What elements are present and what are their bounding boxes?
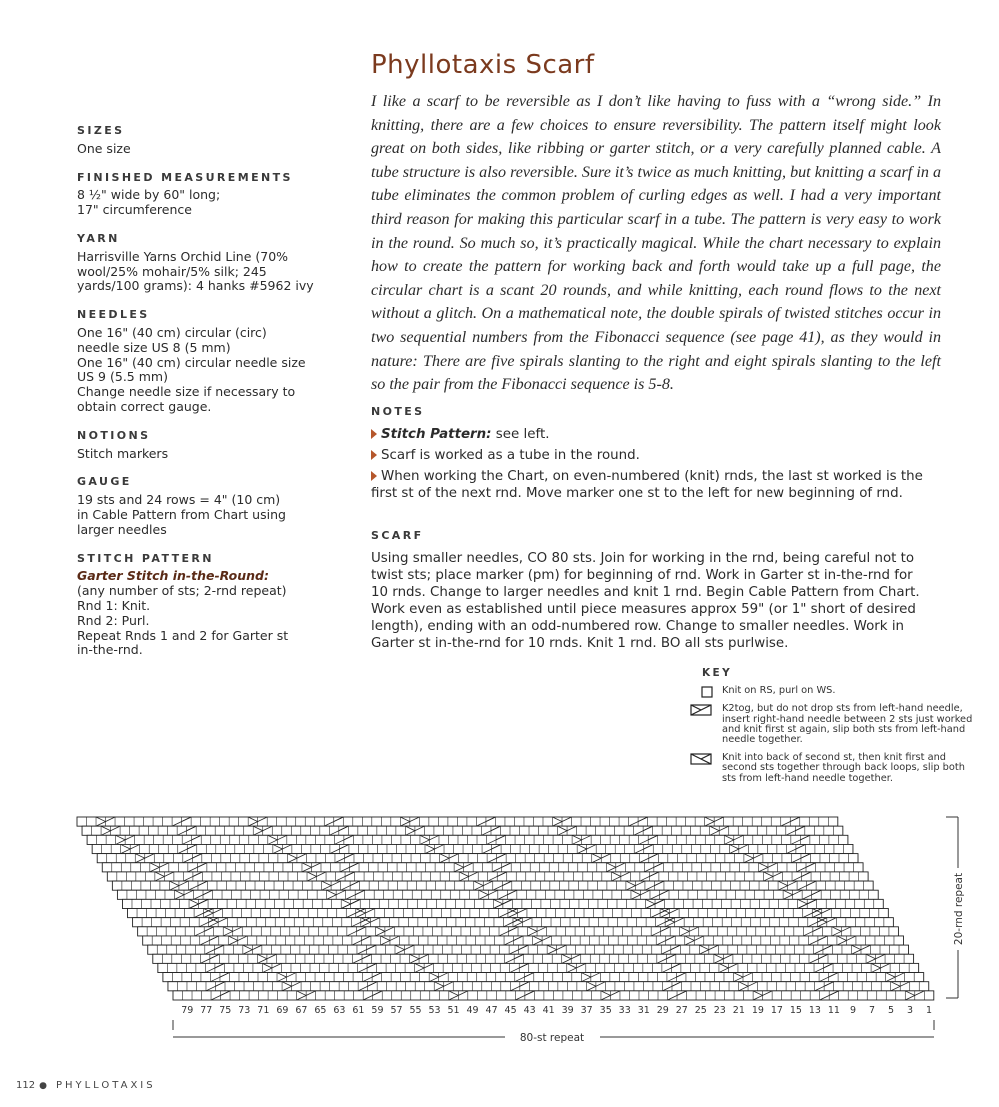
chart-stitch-numbers bbox=[181, 1005, 932, 1016]
notes-bullet-text: see left. bbox=[491, 427, 550, 442]
stitch-number-label: 21 bbox=[732, 1005, 745, 1016]
stitch-number-label: 47 bbox=[485, 1005, 498, 1016]
notions-heading: NOTIONS bbox=[77, 428, 151, 442]
stitch-number-label: 39 bbox=[561, 1005, 574, 1016]
notes-bullet-text: When working the Chart, on even-numbered (knit) rnds, the last st worked is the first st of the next rnd. Move marker one st to the left for new beginning of rnd. bbox=[371, 469, 923, 501]
chart-row bbox=[82, 826, 843, 835]
stitch-number-label: 51 bbox=[447, 1005, 460, 1016]
scarf-section bbox=[371, 527, 931, 652]
stitch-repeat-bracket bbox=[173, 1020, 934, 1044]
stitch-pattern-line: (any number of sts; 2-rnd repeat) bbox=[77, 583, 287, 599]
stitch-pattern-line: Repeat Rnds 1 and 2 for Garter st bbox=[77, 627, 289, 643]
chart-row bbox=[168, 982, 929, 991]
chart-row bbox=[92, 844, 853, 853]
notes-bullet-text: Scarf is worked as a tube in the round. bbox=[381, 448, 640, 463]
notes-bullet bbox=[371, 447, 951, 464]
page-number: 112 bbox=[16, 1080, 36, 1091]
chart-key bbox=[690, 668, 980, 792]
notes-heading: NOTES bbox=[371, 405, 425, 418]
needles-line: Change needle size if necessary to bbox=[77, 384, 296, 400]
stitch-pattern-section bbox=[77, 552, 337, 659]
cable-chart bbox=[0, 808, 999, 1068]
sidebar bbox=[77, 124, 337, 672]
left-twist-icon bbox=[690, 753, 718, 765]
scarf-heading: SCARF bbox=[371, 529, 424, 542]
stitch-number-label: 59 bbox=[371, 1005, 384, 1016]
notes-section bbox=[371, 403, 951, 506]
key-heading: KEY bbox=[702, 667, 733, 679]
needles-section bbox=[77, 308, 337, 415]
stitch-number-label: 7 bbox=[868, 1005, 876, 1016]
stitch-number-label: 15 bbox=[789, 1005, 802, 1016]
chart-row bbox=[117, 890, 878, 899]
stitch-number-label: 77 bbox=[200, 1005, 213, 1016]
stitch-number-label: 49 bbox=[466, 1005, 479, 1016]
needles-line: needle size US 8 (5 mm) bbox=[77, 339, 231, 355]
chart-row bbox=[107, 872, 868, 881]
chart-row bbox=[128, 909, 889, 918]
stitch-number-label: 9 bbox=[849, 1005, 856, 1016]
stitch-number-label: 57 bbox=[390, 1005, 403, 1016]
needles-line: One 16" (40 cm) circular (circ) bbox=[77, 324, 267, 340]
scarf-instructions: Using smaller needles, CO 80 sts. Join for working in the rnd, being careful not to twist sts; place marker (pm) for beginning of rnd. Work in Garter st in-the-rnd for 10 rnds. Change to larger needles and knit 1 rnd. Begin Cable Pattern from Chart. Work even as established until piece measures approx 59" (or 1" short of desired length), ending with an odd-numbered row. Change to smaller needles. Work in Garter st in-the-rnd for 10 rnds. Knit 1 rnd. BO all sts purlwise. bbox=[371, 551, 920, 651]
stitch-pattern-line: Rnd 1: Knit. bbox=[77, 597, 151, 613]
chart-grid bbox=[77, 817, 934, 1000]
chart-row bbox=[148, 945, 909, 954]
notions-section bbox=[77, 429, 337, 462]
needles-line: obtain correct gauge. bbox=[77, 398, 212, 414]
chart-row bbox=[102, 863, 863, 872]
stitch-number-label: 35 bbox=[599, 1005, 612, 1016]
stitch-number-label: 65 bbox=[314, 1005, 327, 1016]
stitch-pattern-heading: STITCH PATTERN bbox=[77, 551, 214, 565]
notes-bullet-label: Stitch Pattern: bbox=[381, 427, 492, 442]
stitch-number-label: 61 bbox=[352, 1005, 365, 1016]
stitch-number-label: 5 bbox=[887, 1005, 895, 1016]
stitch-number-label: 13 bbox=[808, 1005, 821, 1016]
stitch-number-label: 19 bbox=[751, 1005, 764, 1016]
key-row bbox=[690, 704, 980, 745]
triangle-bullet-icon bbox=[371, 450, 377, 460]
gauge-line: 19 sts and 24 rows = 4" (10 cm) bbox=[77, 492, 281, 508]
stitch-number-label: 55 bbox=[409, 1005, 422, 1016]
chart-row bbox=[87, 835, 848, 844]
stitch-pattern-line: Rnd 2: Purl. bbox=[77, 612, 150, 628]
chart-row bbox=[77, 817, 838, 826]
stitch-number-label: 17 bbox=[770, 1005, 783, 1016]
needles-line: US 9 (5.5 mm) bbox=[77, 369, 168, 385]
stitch-number-label: 1 bbox=[926, 1005, 933, 1016]
bullet-dot-icon: ● bbox=[39, 1081, 50, 1091]
chart-row bbox=[133, 918, 894, 927]
page-title: Phyllotaxis Scarf bbox=[371, 50, 595, 80]
page-footer bbox=[16, 1080, 156, 1091]
chart-row bbox=[112, 881, 873, 890]
sizes-text: One size bbox=[77, 140, 131, 156]
stitch-number-label: 29 bbox=[656, 1005, 669, 1016]
round-repeat-bracket bbox=[946, 817, 965, 998]
stitch-pattern-line: in-the-rnd. bbox=[77, 642, 143, 658]
yarn-section bbox=[77, 232, 337, 294]
key-text: K2tog, but do not drop sts from left-hand needle, insert right-hand needle between 2 sts just worked and knit first st again, slip both sts from left-hand needle together. bbox=[722, 703, 973, 746]
stitch-number-label: 71 bbox=[257, 1005, 270, 1016]
stitch-number-label: 53 bbox=[428, 1005, 441, 1016]
stitch-number-label: 79 bbox=[181, 1005, 194, 1016]
key-text: Knit into back of second st, then knit first and second sts together through back loops, slip both sts from left-hand needle together. bbox=[722, 752, 965, 784]
gauge-line: in Cable Pattern from Chart using bbox=[77, 506, 286, 522]
chart-row bbox=[122, 899, 883, 908]
stitch-pattern-subhead: Garter Stitch in-the-Round: bbox=[77, 568, 269, 584]
sizes-section bbox=[77, 124, 337, 157]
finished-line: 8 ½" wide by 60" long; bbox=[77, 187, 221, 203]
chart-row bbox=[143, 936, 904, 945]
stitch-number-label: 73 bbox=[238, 1005, 251, 1016]
yarn-heading: YARN bbox=[77, 231, 120, 245]
needles-heading: NEEDLES bbox=[77, 308, 150, 322]
gauge-section bbox=[77, 475, 337, 537]
yarn-line: Harrisville Yarns Orchid Line (70% bbox=[77, 248, 289, 264]
stitch-number-label: 11 bbox=[827, 1005, 840, 1016]
chart-row bbox=[173, 991, 934, 1000]
knit-square-icon bbox=[690, 686, 718, 698]
stitch-number-label: 43 bbox=[523, 1005, 536, 1016]
stitch-number-label: 3 bbox=[907, 1005, 914, 1016]
stitch-number-label: 31 bbox=[637, 1005, 650, 1016]
intro-paragraph: I like a scarf to be reversible as I don’t like having to fuss with a “wrong side.” In knitting, there are a few choices to ensure reversibility. The pattern itself might look great on both sides, like ribbing or garter stitch, or a very carefully planned cable. A tube structure is also reversible. Sure it’s twice as much knitting, but knitting a scarf in a tube eliminates the common problem of curling edges as well. I had a very important third reason for making this particular scarf in a tube. The pattern is very easy to work in the round. So much so, it’s practically magical. While the chart necessary to explain how to create the pattern for working back and forth would take up a full page, the circular chart is a scant 20 rounds, and while knitting, each round flows to the next without a glitch. On a mathematical note, the double spirals of twisted stitches occur in two sequential numbers from the Fibonacci sequence (see page 41), as they would in nature: There are five spirals slanting to the right and eight spirals slanting to the left so the pair from the Fibonacci sequence is 5-8. bbox=[371, 93, 941, 394]
stitch-number-label: 69 bbox=[276, 1005, 289, 1016]
needles-line: One 16" (40 cm) circular needle size bbox=[77, 354, 306, 370]
stitch-number-label: 63 bbox=[333, 1005, 346, 1016]
stitch-number-label: 27 bbox=[675, 1005, 688, 1016]
stitch-number-label: 25 bbox=[694, 1005, 707, 1016]
sizes-heading: SIZES bbox=[77, 124, 125, 137]
triangle-bullet-icon bbox=[371, 471, 377, 481]
chart-row bbox=[153, 954, 914, 963]
triangle-bullet-icon bbox=[371, 429, 377, 439]
notions-text: Stitch markers bbox=[77, 445, 169, 461]
gauge-heading: GAUGE bbox=[77, 475, 132, 489]
stitch-number-label: 37 bbox=[580, 1005, 593, 1016]
stitch-number-label: 67 bbox=[295, 1005, 308, 1016]
stitch-repeat-label: 80-st repeat bbox=[519, 1032, 585, 1044]
stitch-number-label: 33 bbox=[618, 1005, 631, 1016]
stitch-number-label: 23 bbox=[713, 1005, 726, 1016]
finished-line: 17" circumference bbox=[77, 202, 192, 218]
chart-row bbox=[158, 963, 919, 972]
round-repeat-label: 20-rnd repeat bbox=[953, 872, 965, 946]
section-name: PHYLLOTAXIS bbox=[55, 1080, 156, 1091]
notes-bullet bbox=[371, 468, 951, 502]
key-row bbox=[690, 753, 980, 784]
key-text: Knit on RS, purl on WS. bbox=[722, 685, 836, 697]
chart-row bbox=[163, 973, 924, 982]
gauge-line: larger needles bbox=[77, 521, 167, 537]
yarn-line: yards/100 grams): 4 hanks #5962 ivy bbox=[77, 278, 314, 294]
stitch-number-label: 75 bbox=[219, 1005, 232, 1016]
finished-heading: FINISHED MEASUREMENTS bbox=[77, 170, 293, 184]
chart-row bbox=[138, 927, 899, 936]
yarn-line: wool/25% mohair/5% silk; 245 bbox=[77, 263, 267, 279]
chart-row bbox=[97, 854, 858, 863]
stitch-number-label: 45 bbox=[504, 1005, 517, 1016]
right-twist-icon bbox=[690, 704, 718, 716]
key-row bbox=[690, 686, 980, 696]
notes-bullet bbox=[371, 426, 951, 443]
finished-section bbox=[77, 171, 337, 218]
stitch-number-label: 41 bbox=[542, 1005, 555, 1016]
